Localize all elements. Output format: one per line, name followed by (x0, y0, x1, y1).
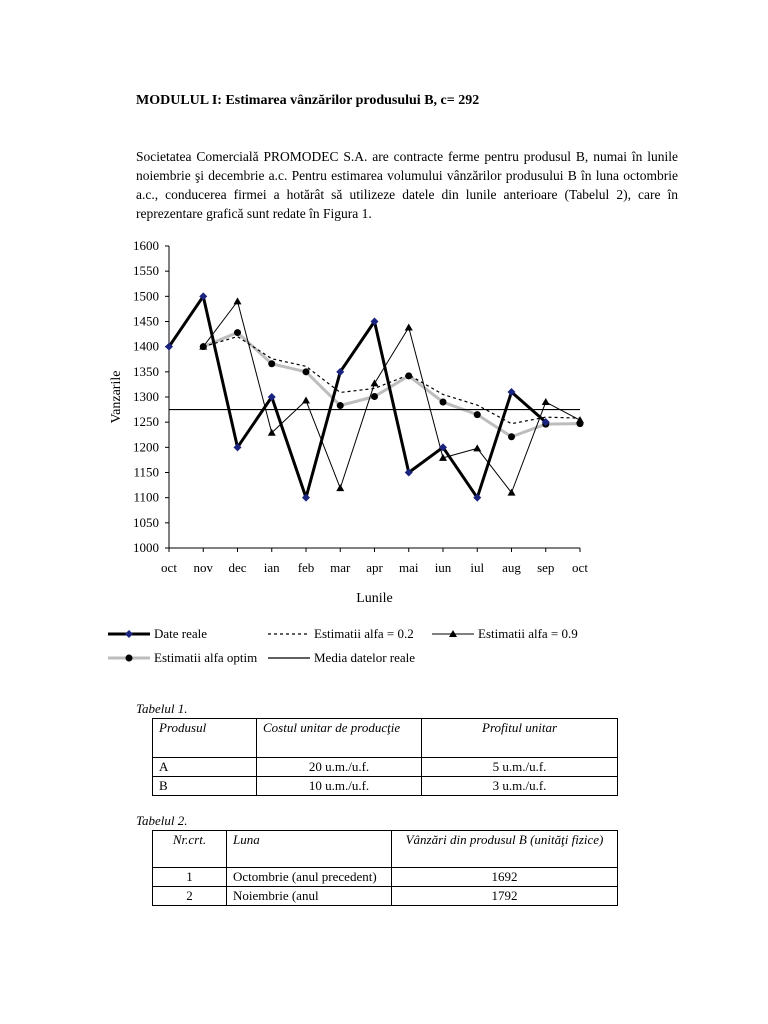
legend-label: Estimatii alfa optim (154, 650, 258, 665)
page-title: MODULUL I: Estimarea vânzărilor produsului B, c= 292 (136, 93, 480, 108)
y-tick-label: 1150 (133, 464, 159, 480)
x-tick-label: oct (161, 560, 177, 575)
data-point (508, 433, 515, 440)
x-tick-label: mai (399, 560, 419, 575)
data-point (371, 379, 379, 386)
legend-marker (125, 630, 133, 638)
data-point (268, 360, 275, 367)
data-point (405, 324, 413, 331)
y-tick-label: 1350 (133, 363, 159, 379)
series-line (169, 296, 546, 497)
series-thick-diamond (165, 292, 550, 501)
data-point (474, 411, 481, 418)
intro-paragraph: Societatea Comercială PROMODEC S.A. are contracte ferme pentru produsul B, numai în lunile noiembrie şi decembrie a.c. Pentru estimarea volumului vânzărilor produsului B în luna octombrie a.c., conducerea firmei a hotărât să utilizeze datele din lunile anterioare (Tabelul 2), care în reprezentare grafică sunt redate în Figura 1. (136, 149, 678, 221)
table2-cell: 1 (153, 868, 227, 887)
table-2 (152, 830, 618, 906)
table2-cell: 2 (153, 887, 227, 906)
table1-caption: Tabelul 1. (136, 701, 188, 716)
table2-header: Vânzări din produsul B (unităţi fizice) (392, 831, 618, 868)
table2-caption: Tabelul 2. (136, 813, 188, 828)
x-tick-label: iul (470, 560, 485, 575)
table1-header: Profitul unitar (422, 719, 618, 758)
table-1 (152, 718, 618, 796)
data-point (234, 329, 241, 336)
y-axis-label: Vanzarile (109, 370, 124, 424)
legend-label: Media datelor reale (314, 650, 416, 665)
x-tick-label: aug (502, 560, 521, 575)
data-point (302, 494, 310, 502)
data-point (337, 402, 344, 409)
data-point (336, 484, 344, 491)
legend-label: Date reale (154, 626, 208, 641)
data-point (303, 368, 310, 375)
table2-cell: Noiembrie (anul (227, 887, 392, 906)
x-tick-label: iun (434, 560, 452, 575)
table1-cell: 20 u.m./u.f. (257, 758, 422, 777)
data-point (302, 397, 310, 404)
x-tick-label: mar (330, 560, 351, 575)
table1-cell: 10 u.m./u.f. (257, 777, 422, 796)
legend (108, 626, 578, 665)
data-point (440, 399, 447, 406)
y-tick-label: 1200 (133, 439, 159, 455)
x-tick-label: dec (228, 560, 247, 575)
series-line (203, 333, 580, 437)
table2-cell: 1792 (392, 887, 618, 906)
series-line (203, 337, 580, 424)
y-tick-label: 1450 (133, 313, 159, 329)
x-tick-label: nov (193, 560, 213, 575)
legend-label: Estimatii alfa = 0.2 (314, 626, 414, 641)
data-point (542, 398, 550, 405)
data-point (371, 393, 378, 400)
y-tick-label: 1050 (133, 514, 159, 530)
y-tick-label: 1250 (133, 414, 159, 430)
legend-label: Estimatii alfa = 0.9 (478, 626, 578, 641)
table1-cell: B (153, 777, 257, 796)
table2-cell: Octombrie (anul precedent) (227, 868, 392, 887)
table1-cell: 3 u.m./u.f. (422, 777, 618, 796)
table2-header: Luna (227, 831, 392, 868)
series-gray-circle (200, 329, 584, 440)
y-tick-label: 1400 (133, 338, 159, 354)
y-tick-label: 1300 (133, 389, 159, 404)
data-point (234, 297, 242, 304)
table1-cell: 5 u.m./u.f. (422, 758, 618, 777)
table1-header: Costul unitar de producţie (257, 719, 422, 758)
legend-marker (126, 655, 133, 662)
x-tick-label: sep (537, 560, 555, 575)
x-tick-label: oct (572, 560, 588, 575)
y-tick-label: 1000 (133, 540, 159, 555)
x-tick-label: apr (366, 560, 383, 575)
table2-cell: 1692 (392, 868, 618, 887)
x-tick-label: feb (297, 560, 315, 575)
y-tick-label: 1500 (133, 288, 159, 304)
table2-header: Nr.crt. (153, 831, 227, 868)
y-tick-label: 1100 (133, 489, 159, 505)
table1-cell: A (153, 758, 257, 777)
figure-1-chart (100, 232, 600, 672)
data-point (576, 416, 584, 423)
series-dotted (203, 337, 580, 424)
y-tick-label: 1550 (133, 263, 159, 279)
x-tick-label: ian (263, 560, 280, 575)
data-point (473, 444, 481, 451)
y-tick-label: 1600 (133, 238, 159, 253)
table1-header: Produsul (153, 719, 257, 758)
x-axis-label: Lunile (356, 591, 393, 606)
